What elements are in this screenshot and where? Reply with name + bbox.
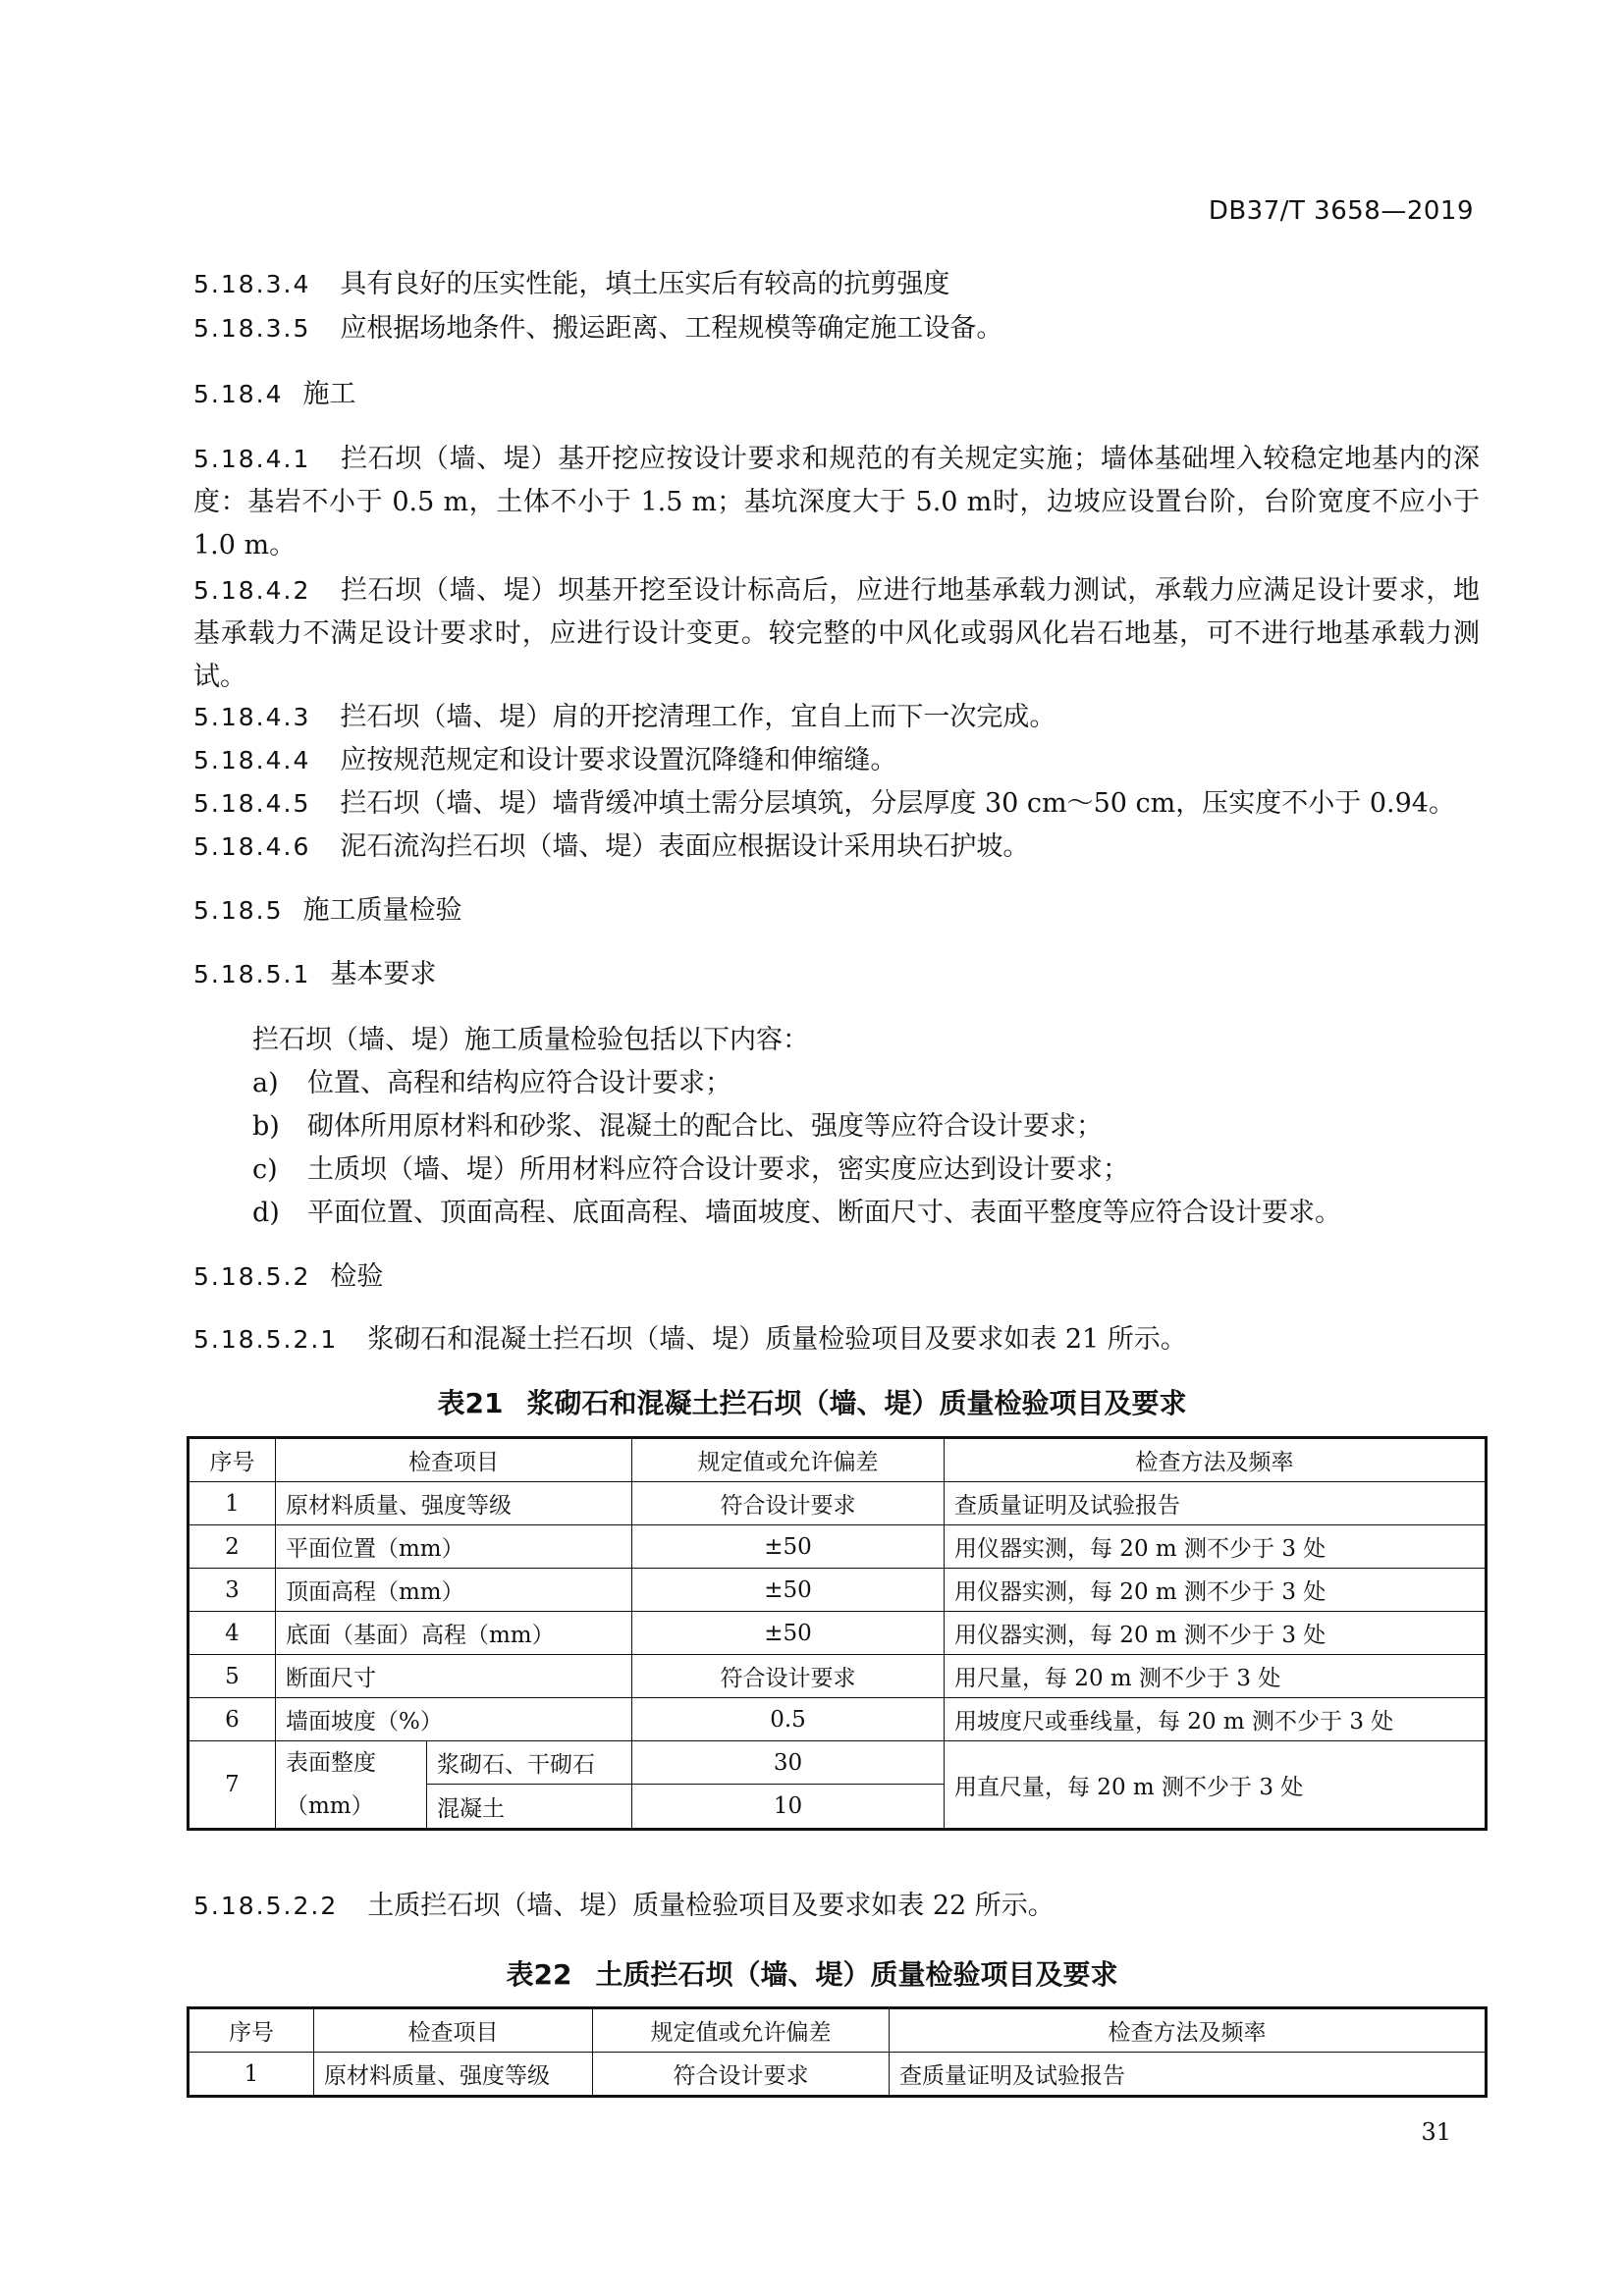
- heading-5-18-5-1: 5.18.5.1 基本要求: [193, 959, 437, 989]
- table-row: 2 平面位置（mm） ±50 用仪器实测，每 20 m 测不少于 3 处: [189, 1525, 1487, 1569]
- heading-5-18-5: 5.18.5 施工质量检验: [193, 895, 462, 926]
- table-22: [187, 2006, 1488, 2098]
- col-header-value: 规定值或允许偏差: [632, 1438, 945, 1482]
- col-header-method: 检查方法及频率: [945, 1438, 1487, 1482]
- table-row: 混凝土 10: [189, 1785, 1487, 1830]
- clause-5-18-4-1: 5.18.4.1 拦石坝（墙、堤）基开挖应按设计要求和规范的有关规定实施；墙体基础埋入较稳定地基内的深度：基岩不小于 0.5 m，土体不小于 1.5 m；基坑深度大于 5.0 m时，边坡应设置台阶，台阶宽度不应小于 1.0 m。: [193, 444, 1480, 561]
- table-row: 6 墙面坡度（%） 0.5 用坡度尺或垂线量，每 20 m 测不少于 3 处: [189, 1698, 1487, 1741]
- table-21: [187, 1436, 1488, 1831]
- table-row: 1 原材料质量、强度等级 符合设计要求 查质量证明及试验报告: [189, 2053, 1487, 2097]
- table-header-row: [189, 1438, 1487, 1482]
- col-header-no: 序号: [189, 1438, 276, 1482]
- heading-5-18-5-2: 5.18.5.2 检验: [193, 1261, 384, 1292]
- clause-5-18-4-3: 5.18.4.3 拦石坝（墙、堤）肩的开挖清理工作，宜自上而下一次完成。: [193, 702, 1056, 732]
- list-item-a: a) 位置、高程和结构应符合设计要求；: [252, 1068, 731, 1098]
- heading-5-18-4: 5.18.4 施工: [193, 379, 356, 409]
- clause-5-18-3-5: 5.18.3.5 应根据场地条件、搬运距离、工程规模等确定施工设备。: [193, 313, 1003, 344]
- col-header-value: 规定值或允许偏差: [593, 2008, 890, 2053]
- col-header-no: 序号: [189, 2008, 314, 2053]
- table-row: 7 表面整度 （mm） 浆砌石、干砌石 30 用直尺量，每 20 m 测不少于 3 处: [189, 1741, 1487, 1785]
- table-header-row: [189, 2008, 1487, 2053]
- list-item-b: b) 砌体所用原材料和砂浆、混凝土的配合比、强度等应符合设计要求；: [252, 1111, 1103, 1142]
- col-header-method: 检查方法及频率: [890, 2008, 1487, 2053]
- clause-5-18-4-6: 5.18.4.6 泥石流沟拦石坝（墙、堤）表面应根据设计采用块石护坡。: [193, 831, 1030, 862]
- table-row: 4 底面（基面）高程（mm） ±50 用仪器实测，每 20 m 测不少于 3 处: [189, 1612, 1487, 1655]
- standard-id: DB37/T 3658—2019: [1208, 196, 1474, 226]
- clause-5-18-5-2-2: 5.18.5.2.2 土质拦石坝（墙、堤）质量检验项目及要求如表 22 所示。: [193, 1891, 1055, 1921]
- clause-5-18-5-2-1: 5.18.5.2.1 浆砌石和混凝土拦石坝（墙、堤）质量检验项目及要求如表 21 所示。: [193, 1324, 1187, 1355]
- clause-5-18-4-2: 5.18.4.2 拦石坝（墙、堤）坝基开挖至设计标高后，应进行地基承载力测试，承载力应满足设计要求，地基承载力不满足设计要求时，应进行设计变更。较完整的中风化或弱风化岩石地基，可不进行地基承载力测试。: [193, 575, 1480, 692]
- basic-intro: 拦石坝（墙、堤）施工质量检验包括以下内容：: [252, 1025, 809, 1055]
- table-row: 5 断面尺寸 符合设计要求 用尺量，每 20 m 测不少于 3 处: [189, 1655, 1487, 1698]
- table-row: 1 原材料质量、强度等级 符合设计要求 查质量证明及试验报告: [189, 1482, 1487, 1525]
- list-item-d: d) 平面位置、顶面高程、底面高程、墙面坡度、断面尺寸、表面平整度等应符合设计要求。: [252, 1198, 1341, 1228]
- row7-item-cell: 表面整度 （mm）: [276, 1741, 427, 1830]
- col-header-item: 检查项目: [276, 1438, 632, 1482]
- clause-5-18-3-4: 5.18.3.4 具有良好的压实性能，填土压实后有较高的抗剪强度: [193, 269, 950, 299]
- table21-caption: 表21 浆砌石和混凝土拦石坝（墙、堤）质量检验项目及要求: [437, 1387, 1187, 1419]
- col-header-item: 检查项目: [314, 2008, 593, 2053]
- page-number: 31: [1421, 2118, 1451, 2146]
- clause-5-18-4-5: 5.18.4.5 拦石坝（墙、堤）墙背缓冲填土需分层填筑，分层厚度 30 cm～50 cm，压实度不小于 0.94。: [193, 788, 1455, 819]
- table22-caption: 表22 土质拦石坝（墙、堤）质量检验项目及要求: [506, 1958, 1118, 1991]
- table-row: 3 顶面高程（mm） ±50 用仪器实测，每 20 m 测不少于 3 处: [189, 1569, 1487, 1612]
- list-item-c: c) 土质坝（墙、堤）所用材料应符合设计要求，密实度应达到设计要求；: [252, 1154, 1129, 1185]
- clause-5-18-4-4: 5.18.4.4 应按规范规定和设计要求设置沉降缝和伸缩缝。: [193, 745, 897, 775]
